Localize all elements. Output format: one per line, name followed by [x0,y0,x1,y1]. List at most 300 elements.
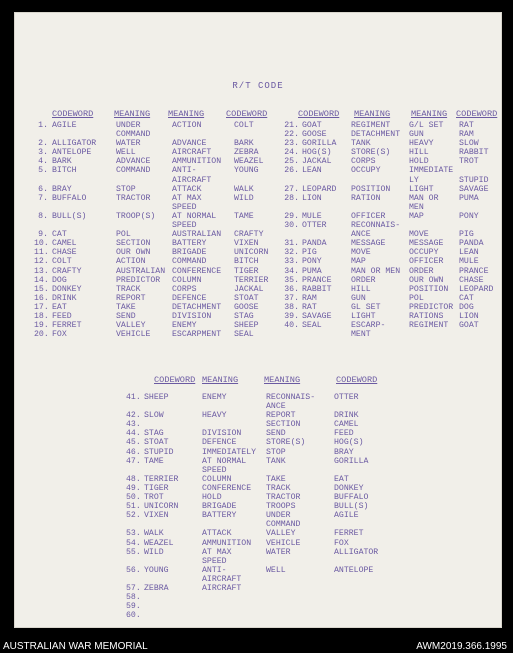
table-row [126,520,394,529]
cell-row-number: 22. [284,130,299,140]
cell-codeword: BULL(S) [52,211,87,221]
cell-codeword: COLT [234,121,254,130]
cell-codeword: FOX [52,330,67,340]
cell-meaning: HOLD [202,493,222,503]
cell-meaning: ANTI- [172,166,197,176]
cell-codeword: TIGER [234,266,259,276]
cell-row-number: 2. [38,139,48,149]
cell-codeword: DONKEY [334,483,364,493]
cell-meaning: DIVISION [172,311,212,321]
cell-codeword: ALLIGATOR [334,547,379,557]
cell-codeword: PUMA [302,266,322,276]
typed-document [14,12,502,628]
cell-codeword: TAME [144,456,164,466]
cell-codeword: BULL(S) [334,502,369,512]
header2-meaning-2: MEANING [264,375,301,385]
cell-meaning: OFFICER [351,211,386,221]
cell-codeword: YOUNG [234,166,259,176]
table-row [34,330,501,339]
cell-codeword: AGILE [52,121,77,130]
cell-meaning: ADVANCE [116,157,151,167]
cell-meaning: CORPS [351,157,376,167]
cell-row-number: 42. [126,411,141,421]
cell-codeword: STAG [234,311,254,321]
cell-codeword: CHASE [52,248,77,258]
cell-meaning: COMMAND [116,166,151,176]
cell-meaning: COMMAND [266,520,301,530]
table-row [34,312,501,321]
cell-meaning: ACTION [172,121,202,130]
table-row [34,303,501,312]
cell-meaning: MAN OR MEN [351,266,401,276]
cell-row-number: 55. [126,547,141,557]
cell-codeword: PONY [302,257,322,267]
cell-meaning: HEAVY [409,139,434,149]
table-row [34,194,501,203]
table-row [126,575,394,584]
cell-codeword: CHASE [459,275,484,285]
cell-codeword: PUMA [459,193,479,203]
cell-row-number: 12. [34,257,49,267]
cell-row-number: 16. [34,293,49,303]
cell-codeword: WILD [144,547,164,557]
cell-row-number: 39. [284,311,299,321]
cell-codeword: CRAFTY [234,230,264,240]
cell-row-number: 53. [126,529,141,539]
cell-codeword: CAT [52,230,67,240]
cell-row-number: 51. [126,502,141,512]
cell-meaning: HOLD [409,157,429,167]
header-meaning-2: MEANING [168,109,205,119]
cell-meaning: SPEED [202,465,227,475]
table-row [34,276,501,285]
cell-codeword: SEAL [234,330,254,340]
cell-meaning: AIRCRAFT [172,148,212,158]
table-row [34,121,501,130]
table-row [126,457,394,466]
cell-meaning: AT NORMAL [172,211,217,221]
cell-codeword: TERRIER [144,474,179,484]
table-row [126,584,394,593]
cell-codeword: BRAY [334,447,354,457]
table-row [126,493,394,502]
table-row [126,466,394,475]
table-row [126,448,394,457]
cell-codeword: SLOW [459,139,479,149]
cell-meaning: MENT [351,330,371,340]
cell-meaning: ANTI- [202,565,227,575]
cell-meaning: AUSTRALIAN [172,230,222,240]
cell-row-number: 57. [126,583,141,593]
cell-meaning: GUN [351,293,366,303]
cell-meaning: MAP [351,257,366,267]
cell-meaning: COLUMN [172,275,202,285]
cell-meaning: SECTION [116,239,151,249]
cell-codeword: YOUNG [144,565,169,575]
table-row [126,411,394,420]
cell-codeword: BUFFALO [52,193,87,203]
cell-meaning: BATTERY [172,239,207,249]
cell-row-number: 13. [34,266,49,276]
cell-meaning: AIRCRAFT [172,175,212,185]
table-row [34,248,501,257]
table-row [34,321,501,330]
cell-row-number: 14. [34,275,49,285]
cell-codeword: BRAY [52,184,72,194]
document-title: R/T CODE [232,81,284,91]
cell-codeword: RABBIT [302,284,332,294]
cell-codeword: PRANCE [302,275,332,285]
cell-codeword: SLOW [144,411,164,421]
cell-row-number: 35. [284,275,299,285]
table-row [34,139,501,148]
cell-codeword: CAT [459,293,474,303]
cell-meaning: AIRCRAFT [202,574,242,584]
cell-meaning: G/L SET [409,121,444,130]
table-row [34,157,501,166]
cell-meaning: COMMAND [172,257,207,267]
cell-meaning: REPORT [116,293,146,303]
cell-meaning: REPORT [266,411,296,421]
cell-meaning: RECONNAIS- [266,393,316,402]
cell-meaning: TRACK [116,284,141,294]
table-row [34,212,501,221]
cell-row-number: 24. [284,148,299,158]
cell-row-number: 3. [38,148,48,158]
cell-codeword: LEAN [302,166,322,176]
header-meaning-3: MEANING [354,109,391,119]
cell-codeword: LEAN [459,248,479,258]
cell-meaning: AMMUNITION [172,157,222,167]
table-row [126,593,394,602]
cell-codeword: FEED [334,429,354,439]
cell-row-number: 6. [38,184,48,194]
cell-codeword: EAT [334,474,349,484]
table-row [126,502,394,511]
cell-codeword: RAM [302,293,317,303]
cell-meaning: TRACTOR [266,493,301,503]
cell-codeword: FERRET [52,321,82,331]
cell-codeword: PRANCE [459,266,489,276]
cell-meaning: POL [116,230,131,240]
cell-row-number: 25. [284,157,299,167]
cell-meaning: TROOP(S) [116,211,156,221]
cell-codeword: ZEBRA [144,583,169,593]
cell-meaning: REGIMENT [409,321,449,331]
cell-meaning: ENEMY [172,321,197,331]
cell-codeword: JACKAL [302,157,332,167]
cell-codeword: BARK [52,157,72,167]
cell-meaning: DIVISION [202,429,242,439]
cell-codeword: WEAZEL [234,157,264,167]
table-row [34,130,501,139]
cell-meaning: VEHICLE [266,538,301,548]
cell-row-number: 58. [126,593,141,603]
cell-meaning: SPEED [172,202,197,212]
cell-row-number: 17. [34,302,49,312]
cell-row-number: 36. [284,284,299,294]
cell-row-number: 18. [34,311,49,321]
cell-meaning: COMMAND [116,130,151,140]
cell-meaning: OUR OWN [116,248,151,258]
cell-meaning: ANCE [351,230,371,240]
table-row [34,257,501,266]
cell-meaning: IMMEDIATE [409,166,454,176]
cell-codeword: UNICORN [234,248,269,258]
cell-meaning: STORE(S) [266,438,306,448]
cell-meaning: POSITION [351,184,391,194]
header2-meaning-1: MEANING [202,375,239,385]
cell-row-number: 20. [34,330,49,340]
cell-codeword: OTTER [334,393,359,402]
cell-meaning: WELL [266,565,286,575]
table-row [126,393,394,402]
code-table-top [34,121,501,339]
cell-codeword: STUPID [144,447,174,457]
cell-row-number: 28. [284,193,299,203]
table-row [126,438,394,447]
cell-meaning: ESCARP- [351,321,386,331]
cell-codeword: HOG(S) [334,438,364,448]
cell-meaning: CONFERENCE [202,483,252,493]
cell-codeword: JACKAL [234,284,264,294]
cell-meaning: TROOPS [266,502,296,512]
cell-meaning: UNDER [266,511,291,521]
cell-codeword: SEAL [302,321,322,331]
cell-meaning: LIGHT [409,184,434,194]
cell-row-number: 26. [284,166,299,176]
cell-row-number: 41. [126,393,141,402]
document-page [14,12,502,628]
cell-codeword: ALLIGATOR [52,139,97,149]
table-row [126,539,394,548]
table-row [126,484,394,493]
cell-meaning: ADVANCE [172,139,207,149]
cell-meaning: ANCE [266,402,286,412]
cell-row-number: 32. [284,248,299,258]
cell-row-number: 40. [284,321,299,331]
table-row [126,611,394,620]
cell-meaning: AUSTRALIAN [116,266,166,276]
cell-codeword: BUFFALO [334,493,369,503]
cell-row-number: 7. [38,193,48,203]
cell-codeword: LION [459,311,479,321]
cell-row-number: 11. [34,248,49,258]
cell-codeword: BARK [234,139,254,149]
cell-row-number: 8. [38,211,48,221]
cell-meaning: COLUMN [202,474,232,484]
cell-codeword: RAT [302,302,317,312]
cell-codeword: UNICORN [144,502,179,512]
cell-codeword: ZEBRA [234,148,259,158]
cell-meaning: PREDICTOR [116,275,161,285]
cell-row-number: 47. [126,456,141,466]
cell-meaning: ACTION [116,257,146,267]
cell-codeword: MULE [302,211,322,221]
cell-meaning: CONFERENCE [172,266,222,276]
cell-row-number: 44. [126,429,141,439]
cell-row-number: 43. [126,420,141,430]
cell-codeword: VIXEN [144,511,169,521]
cell-row-number: 37. [284,293,299,303]
cell-codeword: EAT [52,302,67,312]
cell-row-number: 10. [34,239,49,249]
cell-codeword: SHEEP [144,393,169,402]
table-row [34,203,501,212]
cell-codeword: FOX [334,538,349,548]
cell-meaning: AT NORMAL [202,456,247,466]
cell-codeword: GORILLA [302,139,337,149]
cell-codeword: AGILE [334,511,359,521]
cell-meaning: VALLEY [116,321,146,331]
cell-meaning: VALLEY [266,529,296,539]
cell-codeword: PIG [459,230,474,240]
cell-row-number: 52. [126,511,141,521]
cell-meaning: ATTACK [202,529,232,539]
cell-meaning: ORDER [351,275,376,285]
cell-meaning: OCCUPY [409,248,439,258]
cell-codeword: SAVAGE [302,311,332,321]
cell-meaning: WELL [116,148,136,158]
cell-meaning: GUN [409,130,424,140]
cell-row-number: 38. [284,302,299,312]
cell-row-number: 29. [284,211,299,221]
cell-row-number: 34. [284,266,299,276]
cell-meaning: TAKE [116,302,136,312]
cell-meaning: WATER [266,547,291,557]
cell-codeword: GOAT [459,321,479,331]
cell-codeword: CRAFTY [52,266,82,276]
cell-meaning: SEND [116,311,136,321]
header-meaning-1: MEANING [114,109,151,119]
cell-meaning: BRIGADE [172,248,207,258]
cell-codeword: LION [302,193,322,203]
cell-meaning: TRACTOR [116,193,151,203]
cell-codeword: MULE [459,257,479,267]
cell-codeword: RAT [459,121,474,130]
table-row [126,529,394,538]
code-table-bottom [126,393,394,620]
cell-meaning: MESSAGE [351,239,386,249]
cell-codeword: WALK [144,529,164,539]
table-row [126,548,394,557]
cell-meaning: RECONNAIS- [351,221,401,231]
table-row [34,239,501,248]
cell-codeword: ANTELOPE [52,148,92,158]
cell-meaning: TRACK [266,483,291,493]
cell-row-number: 45. [126,438,141,448]
cell-row-number: 5. [38,166,48,176]
cell-row-number: 23. [284,139,299,149]
cell-codeword: VIXEN [234,239,259,249]
cell-meaning: LIGHT [351,311,376,321]
cell-row-number: 21. [284,121,299,130]
cell-row-number: 1. [38,121,48,130]
cell-row-number: 54. [126,538,141,548]
cell-codeword: COLT [52,257,72,267]
cell-meaning: UNDER [116,121,141,130]
table-row [34,148,501,157]
table-row [34,294,501,303]
header-codeword-3: CODEWORD [298,109,340,119]
cell-codeword: TERRIER [234,275,269,285]
cell-codeword: SHEEP [234,321,259,331]
cell-meaning: IMMEDIATELY [202,447,257,457]
cell-row-number: 50. [126,493,141,503]
cell-meaning: OUR OWN [409,275,444,285]
cell-meaning: DEFENCE [202,438,237,448]
table-row [34,267,501,276]
cell-row-number: 60. [126,611,141,621]
cell-meaning: DETACHMENT [351,130,401,140]
caption-institution: AUSTRALIAN WAR MEMORIAL [3,641,148,652]
cell-codeword: FERRET [334,529,364,539]
cell-codeword: GOAT [302,121,322,130]
cell-meaning: MOVE [351,248,371,258]
cell-meaning: MOVE [409,230,429,240]
cell-meaning: AT MAX [202,547,232,557]
cell-row-number: 4. [38,157,48,167]
cell-meaning: PREDICTOR [409,302,454,312]
cell-meaning: BATTERY [202,511,237,521]
table-row [34,221,501,230]
cell-codeword: TROT [144,493,164,503]
cell-meaning: HEAVY [202,411,227,421]
cell-meaning: STORE(S) [351,148,391,158]
cell-codeword: ANTELOPE [334,565,374,575]
cell-meaning: BRIGADE [202,502,237,512]
cell-codeword: RAM [459,130,474,140]
cell-codeword: PIG [302,248,317,258]
cell-row-number: 46. [126,447,141,457]
cell-meaning: RATIONS [409,311,444,321]
cell-meaning: STOP [116,184,136,194]
cell-meaning: SEND [266,429,286,439]
cell-meaning: STOP [266,447,286,457]
cell-meaning: REGIMENT [351,121,391,130]
cell-row-number: 33. [284,257,299,267]
cell-meaning: LY [409,175,419,185]
table-row [126,557,394,566]
cell-codeword: BITCH [52,166,77,176]
cell-meaning: ESCARPMENT [172,330,222,340]
cell-meaning: DEFENCE [172,293,207,303]
cell-meaning: TANK [351,139,371,149]
cell-codeword: DOG [52,275,67,285]
cell-codeword: TIGER [144,483,169,493]
cell-row-number: 19. [34,321,49,331]
cell-codeword: PANDA [459,239,484,249]
cell-meaning: OFFICER [409,257,444,267]
header2-codeword-2: CODEWORD [336,375,378,385]
header2-codeword-1: CODEWORD [154,375,196,385]
cell-codeword: STAG [144,429,164,439]
cell-row-number: 9. [38,230,48,240]
cell-meaning: SPEED [202,556,227,566]
cell-meaning: OCCUPY [351,166,381,176]
cell-meaning: AMMUNITION [202,538,252,548]
cell-codeword: LEOPARD [302,184,337,194]
table-row [126,566,394,575]
cell-meaning: MAP [409,211,424,221]
cell-row-number: 49. [126,483,141,493]
cell-codeword: DOG [459,302,474,312]
cell-codeword: SAVAGE [459,184,489,194]
cell-codeword: FEED [52,311,72,321]
cell-meaning: ATTACK [172,184,202,194]
cell-meaning: HILL [351,284,371,294]
cell-meaning: RATION [351,193,381,203]
